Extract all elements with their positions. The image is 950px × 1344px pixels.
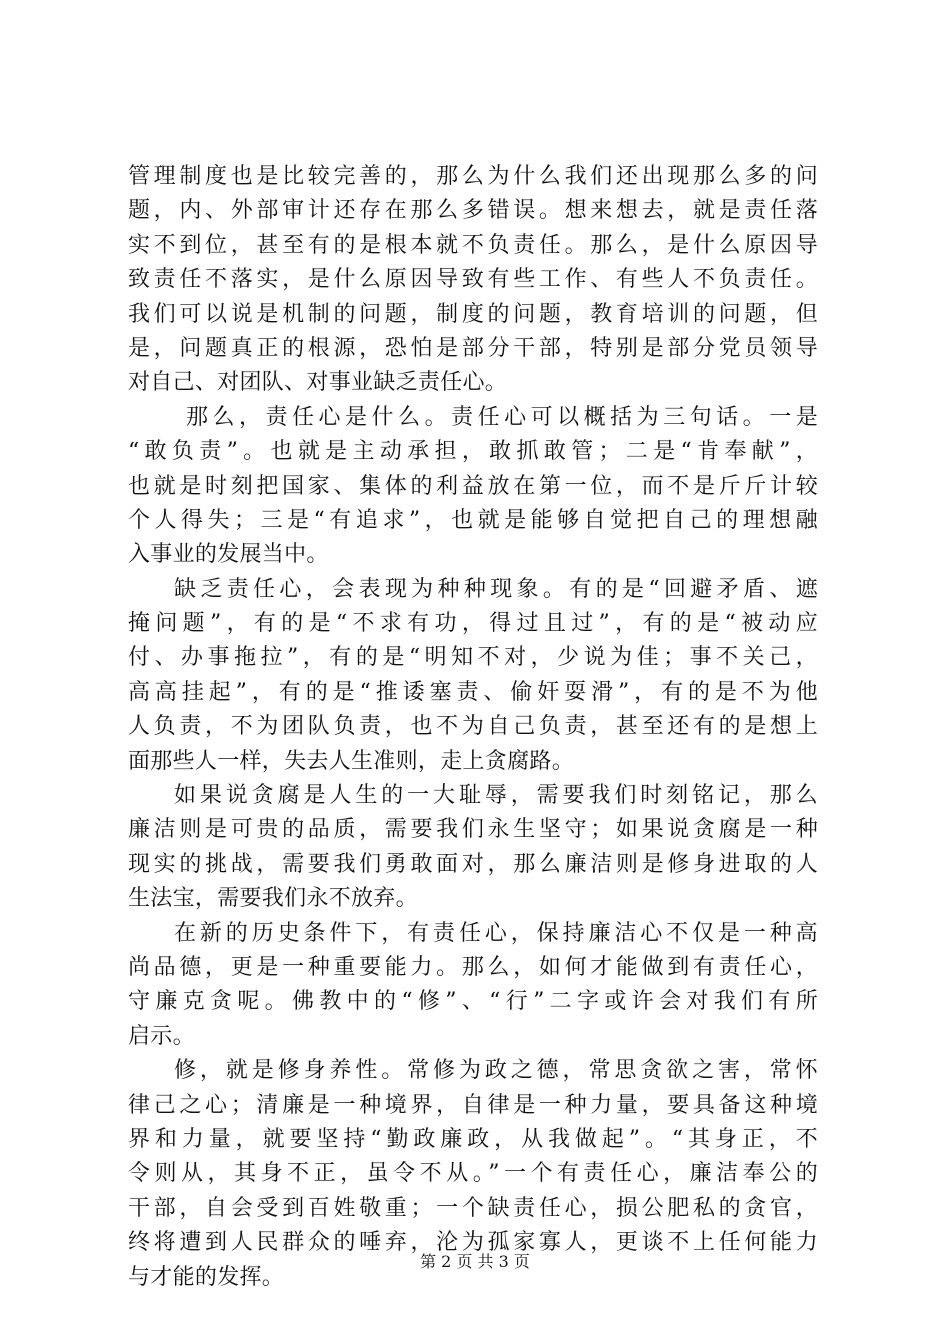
text-line: 如果说贪腐是人生的一大耻辱，需要我们时刻铭记，那么 [174,783,818,809]
text-line: 是，问题真正的根源，恐怕是部分干部，特别是部分党员领导 [128,335,818,361]
text-line: 致责任不落实，是什么原因导致有些工作、有些人不负责任。 [128,267,818,293]
text-line: 修，就是修身养性。常修为政之德，常思贪欲之害，常怀 [174,1058,818,1084]
text-line: 界和力量，就要坚持“勤政廉政，从我做起”。“其身正，不 [128,1126,818,1152]
text-line: 启示。 [128,1023,195,1049]
document-body [128,160,818,1295]
text-line: 那么，责任心是什么。责任心可以概括为三句话。一是 [186,404,818,430]
text-line: 也就是时刻把国家、集体的利益放在第一位，而不是斤斤计较 [128,473,818,499]
text-line: 面那些人一样，失去人生准则，走上贪腐路。 [128,748,575,774]
text-line: 我们可以说是机制的问题，制度的问题，教育培训的问题，但 [128,301,818,327]
text-line: 付、办事拖拉”，有的是“明知不对，少说为佳；事不关己， [128,645,818,671]
text-line: 在新的历史条件下，有责任心，保持廉洁心不仅是一种高 [174,920,818,946]
text-line: “敢负责”。也就是主动承担，敢抓敢管；二是“肯奉献”， [128,439,818,465]
text-line: 干部，自会受到百姓敬重；一个缺责任心，损公肥私的贪官， [128,1195,818,1221]
text-line: 廉洁则是可贵的品质，需要我们永生坚守；如果说贪腐是一种 [128,817,818,843]
text-line: 人负责，不为团队负责，也不为自己负责，甚至还有的是想上 [128,714,818,740]
text-line: 实不到位，甚至有的是根本就不负责任。那么，是什么原因导 [128,232,818,258]
text-line: 令则从，其身不正，虽令不从。”一个有责任心，廉洁奉公的 [128,1161,818,1187]
text-line: 终将遭到人民群众的唾弃，沦为孤家寡人，更谈不上任何能力 [128,1230,818,1256]
page-footer: 第 2 页 共 3 页 [420,1252,530,1271]
text-line: 律己之心；清廉是一种境界，自律是一种力量，要具备这种境 [128,1092,818,1118]
text-line: 生法宝，需要我们永不放弃。 [128,886,418,912]
text-line: 掩问题”，有的是“不求有功，得过且过”，有的是“被动应 [128,611,818,637]
text-line: 个人得失；三是“有追求”，也就是能够自觉把自己的理想融 [128,507,818,533]
text-line: 入事业的发展当中。 [128,542,329,568]
text-line: 管理制度也是比较完善的，那么为什么我们还出现那么多的问 [128,164,818,189]
text-line: 守廉克贪呢。佛教中的“修”、“行”二字或许会对我们有所 [128,989,818,1015]
text-line: 尚品德，更是一种重要能力。那么，如何才能做到有责任心， [128,954,818,980]
text-line: 缺乏责任心，会表现为种种现象。有的是“回避矛盾、遮 [174,576,818,602]
text-line: 现实的挑战，需要我们勇敢面对，那么廉洁则是修身进取的人 [128,851,818,877]
text-line: 与才能的发挥。 [128,1264,285,1290]
text-line: 高高挂起”，有的是“推诿塞责、偷奸耍滑”，有的是不为他 [128,679,818,705]
text-line: 对自己、对团队、对事业缺乏责任心。 [128,370,508,396]
text-line: 题，内、外部审计还存在那么多错误。想来想去，就是责任落 [128,198,818,224]
